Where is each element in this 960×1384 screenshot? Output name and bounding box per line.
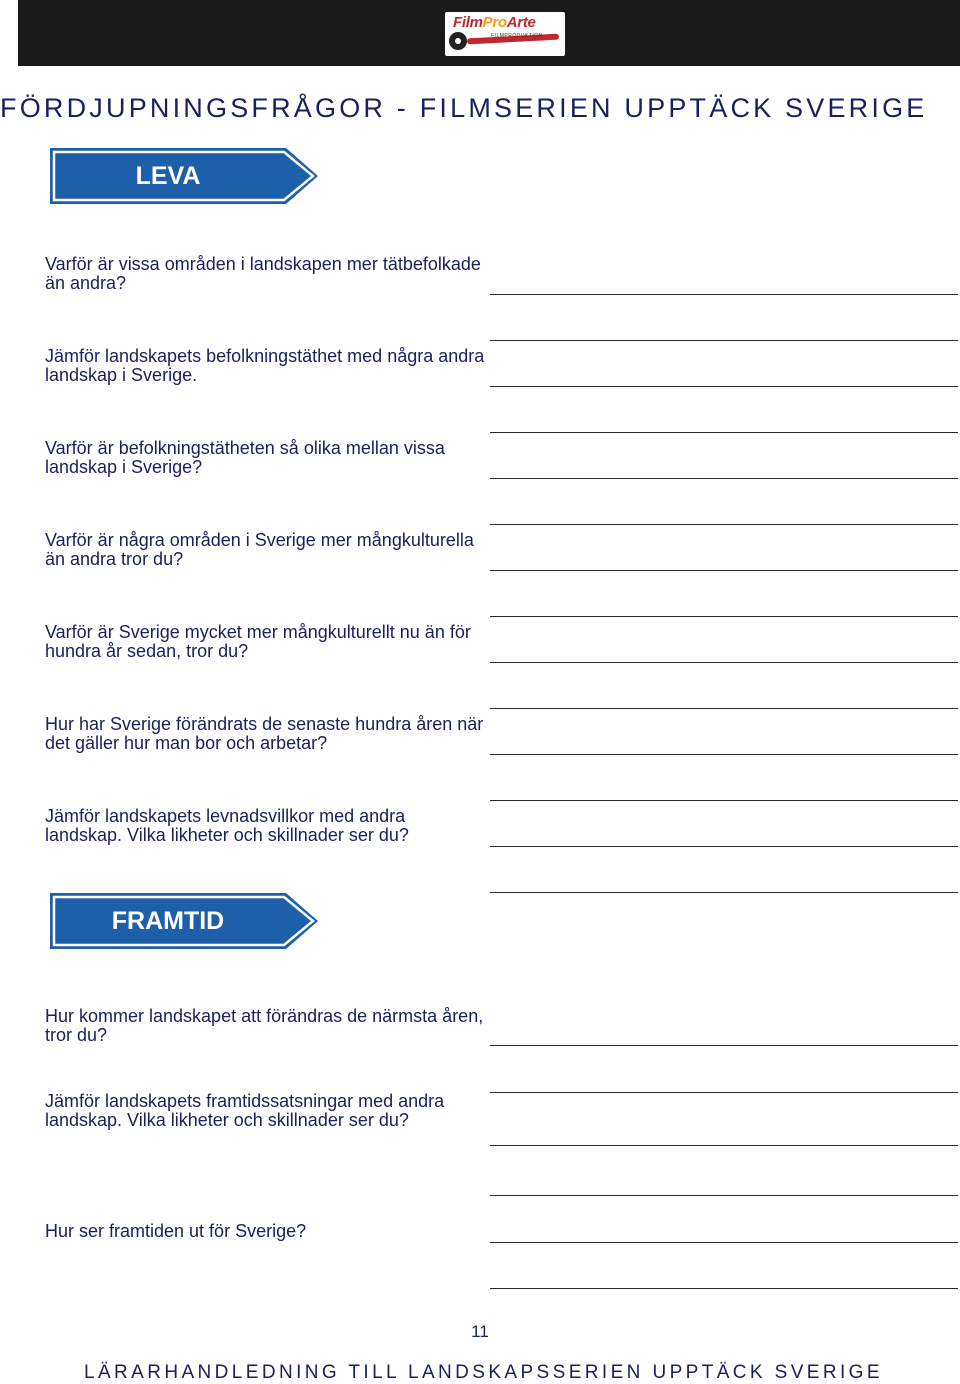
- sign-leva: [50, 148, 318, 204]
- answer-line[interactable]: [490, 892, 958, 893]
- answer-line[interactable]: [490, 1045, 958, 1046]
- answer-line[interactable]: [490, 708, 958, 709]
- answer-line[interactable]: [490, 570, 958, 571]
- answer-line[interactable]: [490, 1288, 958, 1289]
- answer-line[interactable]: [490, 754, 958, 755]
- sign-framtid: [50, 893, 318, 949]
- question: Varför är befolkningstätheten så olika mellan vissa landskap i Sverige?: [45, 438, 445, 477]
- sign-label: LEVA: [135, 162, 201, 190]
- question: Jämför landskapets framtidssatsningar med andra landskap. Vilka likheter och skillnader ser du?: [45, 1091, 445, 1130]
- answer-line[interactable]: [490, 662, 958, 663]
- answer-line[interactable]: [490, 524, 958, 525]
- answer-line[interactable]: [490, 294, 958, 295]
- answer-line[interactable]: [490, 432, 958, 433]
- answer-line[interactable]: [490, 478, 958, 479]
- answer-line[interactable]: [490, 616, 958, 617]
- answer-line[interactable]: [490, 1242, 958, 1243]
- answer-line[interactable]: [490, 846, 958, 847]
- page-title: FÖRDJUPNINGSFRÅGOR - FILMSERIEN UPPTÄCK SVERIGE: [0, 93, 928, 123]
- film-reel-icon: [449, 32, 467, 50]
- header-bar: [18, 0, 960, 66]
- question: Hur har Sverige förändrats de senaste hundra åren när det gäller hur man bor och arbetar?: [45, 714, 484, 753]
- filmproarte-logo: FilmProArte FILMPRODUKTION: [445, 12, 565, 56]
- question: Varför är Sverige mycket mer mångkulturellt nu än för hundra år sedan, tror du?: [45, 622, 471, 661]
- answer-line[interactable]: [490, 340, 958, 341]
- question: Hur kommer landskapet att förändras de närmsta åren, tror du?: [45, 1006, 484, 1045]
- logo-wordmark: FilmProArte: [453, 14, 536, 31]
- answer-line[interactable]: [490, 386, 958, 387]
- question: Varför är några områden i Sverige mer mångkulturella än andra tror du?: [45, 530, 474, 569]
- question: Jämför landskapets levnadsvillkor med andra landskap. Vilka likheter och skillnader ser du?: [45, 806, 409, 845]
- answer-line[interactable]: [490, 1145, 958, 1146]
- question: Hur ser framtiden ut för Sverige?: [45, 1221, 307, 1241]
- question: Varför är vissa områden i landskapen mer tätbefolkade än andra?: [45, 254, 481, 293]
- answer-line[interactable]: [490, 800, 958, 801]
- answer-line[interactable]: [490, 1195, 958, 1196]
- question: Jämför landskapets befolkningstäthet med några andra landskap i Sverige.: [45, 346, 485, 385]
- footer-text: LÄRARHANDLEDNING TILL LANDSKAPSSERIEN UPPTÄCK SVERIGE: [84, 1362, 883, 1383]
- sign-label: FRAMTID: [111, 907, 225, 935]
- page-number: 11: [471, 1322, 489, 1341]
- answer-line[interactable]: [490, 1092, 958, 1093]
